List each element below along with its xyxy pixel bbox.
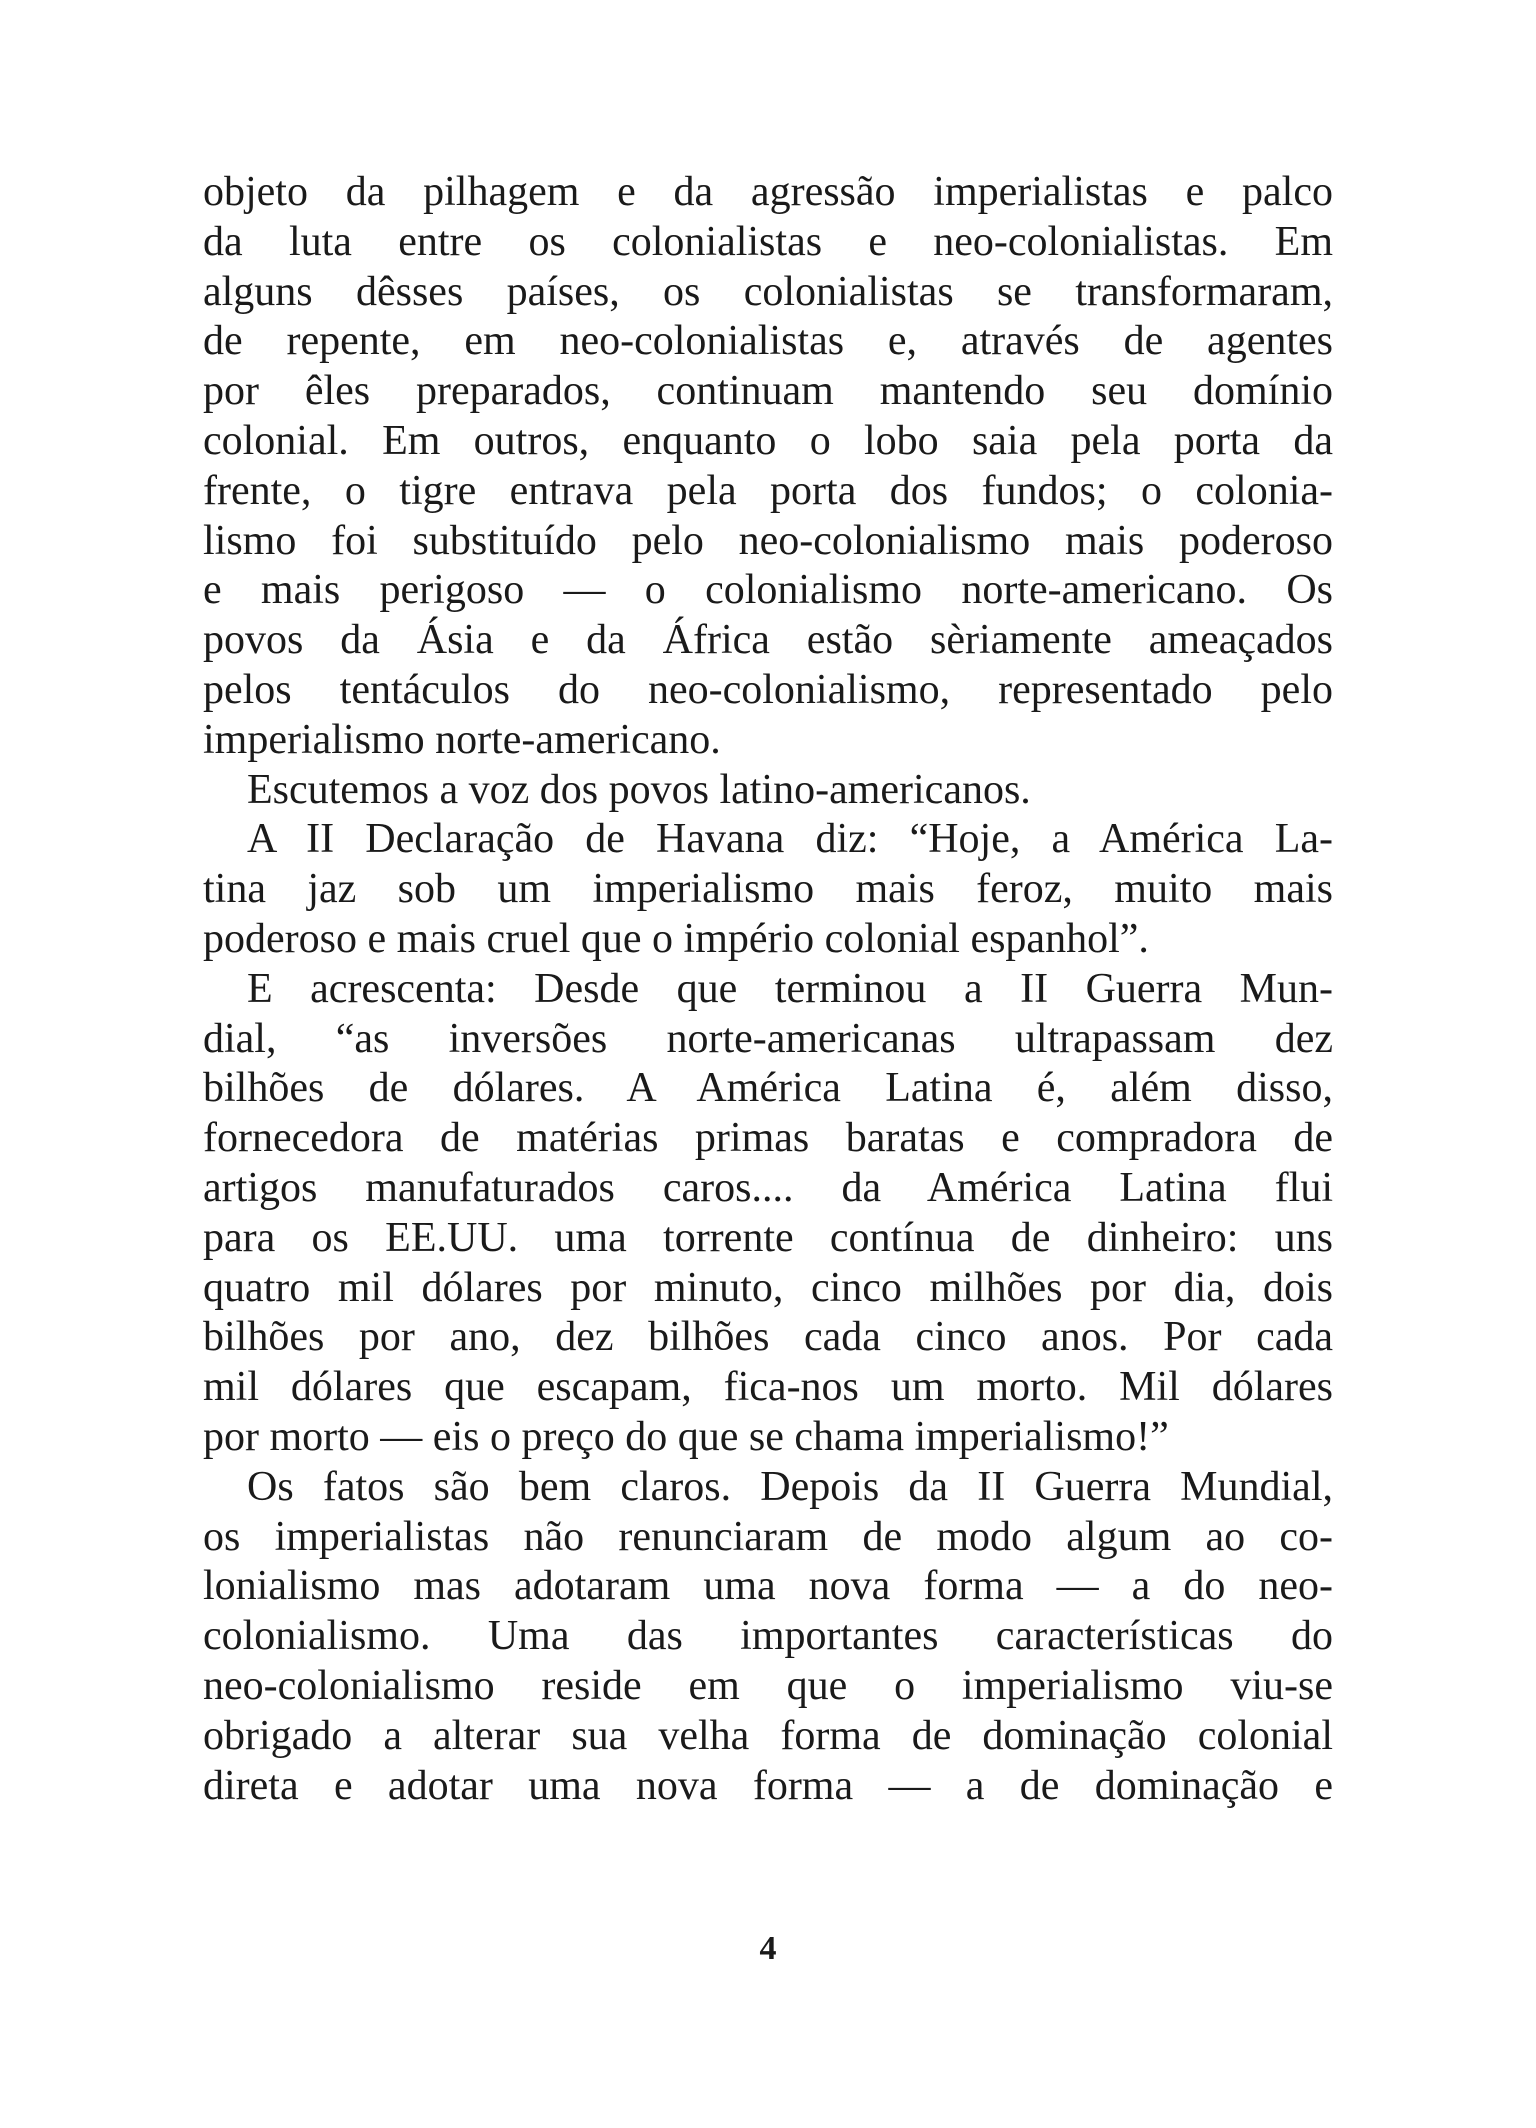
text-line: de repente, em neo-colonialistas e, através de agentes bbox=[203, 318, 1333, 365]
text-line: obrigado a alterar sua velha forma de dominação colonial bbox=[203, 1712, 1333, 1759]
text-line: da luta entre os colonialistas e neo-colonialistas. Em bbox=[203, 218, 1333, 265]
text-line: quatro mil dólares por minuto, cinco milhões por dia, dois bbox=[203, 1264, 1333, 1311]
text-line: colonialismo. Uma das importantes características do bbox=[203, 1613, 1333, 1660]
text-line: E acrescenta: Desde que terminou a II Guerra Mun- bbox=[247, 965, 1333, 1012]
text-line: por morto — eis o preço do que se chama imperialismo!” bbox=[203, 1413, 1169, 1460]
text-line: fornecedora de matérias primas baratas e compradora de bbox=[203, 1115, 1333, 1162]
text-line: neo-colonialismo reside em que o imperialismo viu-se bbox=[203, 1662, 1333, 1709]
page-body bbox=[203, 168, 1333, 1811]
text-line: dial, “as inversões norte-americanas ultrapassam dez bbox=[203, 1015, 1333, 1062]
text-line: imperialismo norte-americano. bbox=[203, 716, 721, 763]
text-line: Os fatos são bem claros. Depois da II Guerra Mundial, bbox=[247, 1463, 1333, 1510]
text-line: e mais perigoso — o colonialismo norte-americano. Os bbox=[203, 567, 1333, 614]
text-line: bilhões de dólares. A América Latina é, além disso, bbox=[203, 1065, 1333, 1112]
text-line: frente, o tigre entrava pela porta dos fundos; o colonia- bbox=[203, 467, 1333, 514]
text-line: direta e adotar uma nova forma — a de dominação e bbox=[203, 1762, 1333, 1809]
text-line: lismo foi substituído pelo neo-colonialismo mais poderoso bbox=[203, 517, 1333, 564]
text-line: por êles preparados, continuam mantendo seu domínio bbox=[203, 368, 1333, 415]
text-line: os imperialistas não renunciaram de modo algum ao co- bbox=[203, 1513, 1333, 1560]
text-line: poderoso e mais cruel que o império colonial espanhol”. bbox=[203, 915, 1149, 962]
text-line: artigos manufaturados caros.... da América Latina flui bbox=[203, 1164, 1333, 1211]
text-line: bilhões por ano, dez bilhões cada cinco anos. Por cada bbox=[203, 1314, 1333, 1361]
text-line: mil dólares que escapam, fica-nos um morto. Mil dólares bbox=[203, 1364, 1333, 1411]
text-line: alguns dêsses países, os colonialistas se transformaram, bbox=[203, 268, 1333, 315]
text-line: tina jaz sob um imperialismo mais feroz, muito mais bbox=[203, 866, 1333, 913]
page-number: 4 bbox=[759, 1930, 777, 1967]
text-line: objeto da pilhagem e da agressão imperialistas e palco bbox=[203, 169, 1333, 215]
text-line: A II Declaração de Havana diz: “Hoje, a América La- bbox=[247, 816, 1333, 863]
text-line: pelos tentáculos do neo-colonialismo, representado pelo bbox=[203, 666, 1333, 713]
text-line: lonialismo mas adotaram uma nova forma — a do neo- bbox=[203, 1563, 1333, 1610]
text-line: colonial. Em outros, enquanto o lobo saia pela porta da bbox=[203, 417, 1333, 464]
text-line: povos da Ásia e da África estão sèriamente ameaçados bbox=[203, 617, 1333, 664]
text-line: para os EE.UU. uma torrente contínua de dinheiro: uns bbox=[203, 1214, 1333, 1261]
text-line: Escutemos a voz dos povos latino-americanos. bbox=[247, 766, 1031, 813]
